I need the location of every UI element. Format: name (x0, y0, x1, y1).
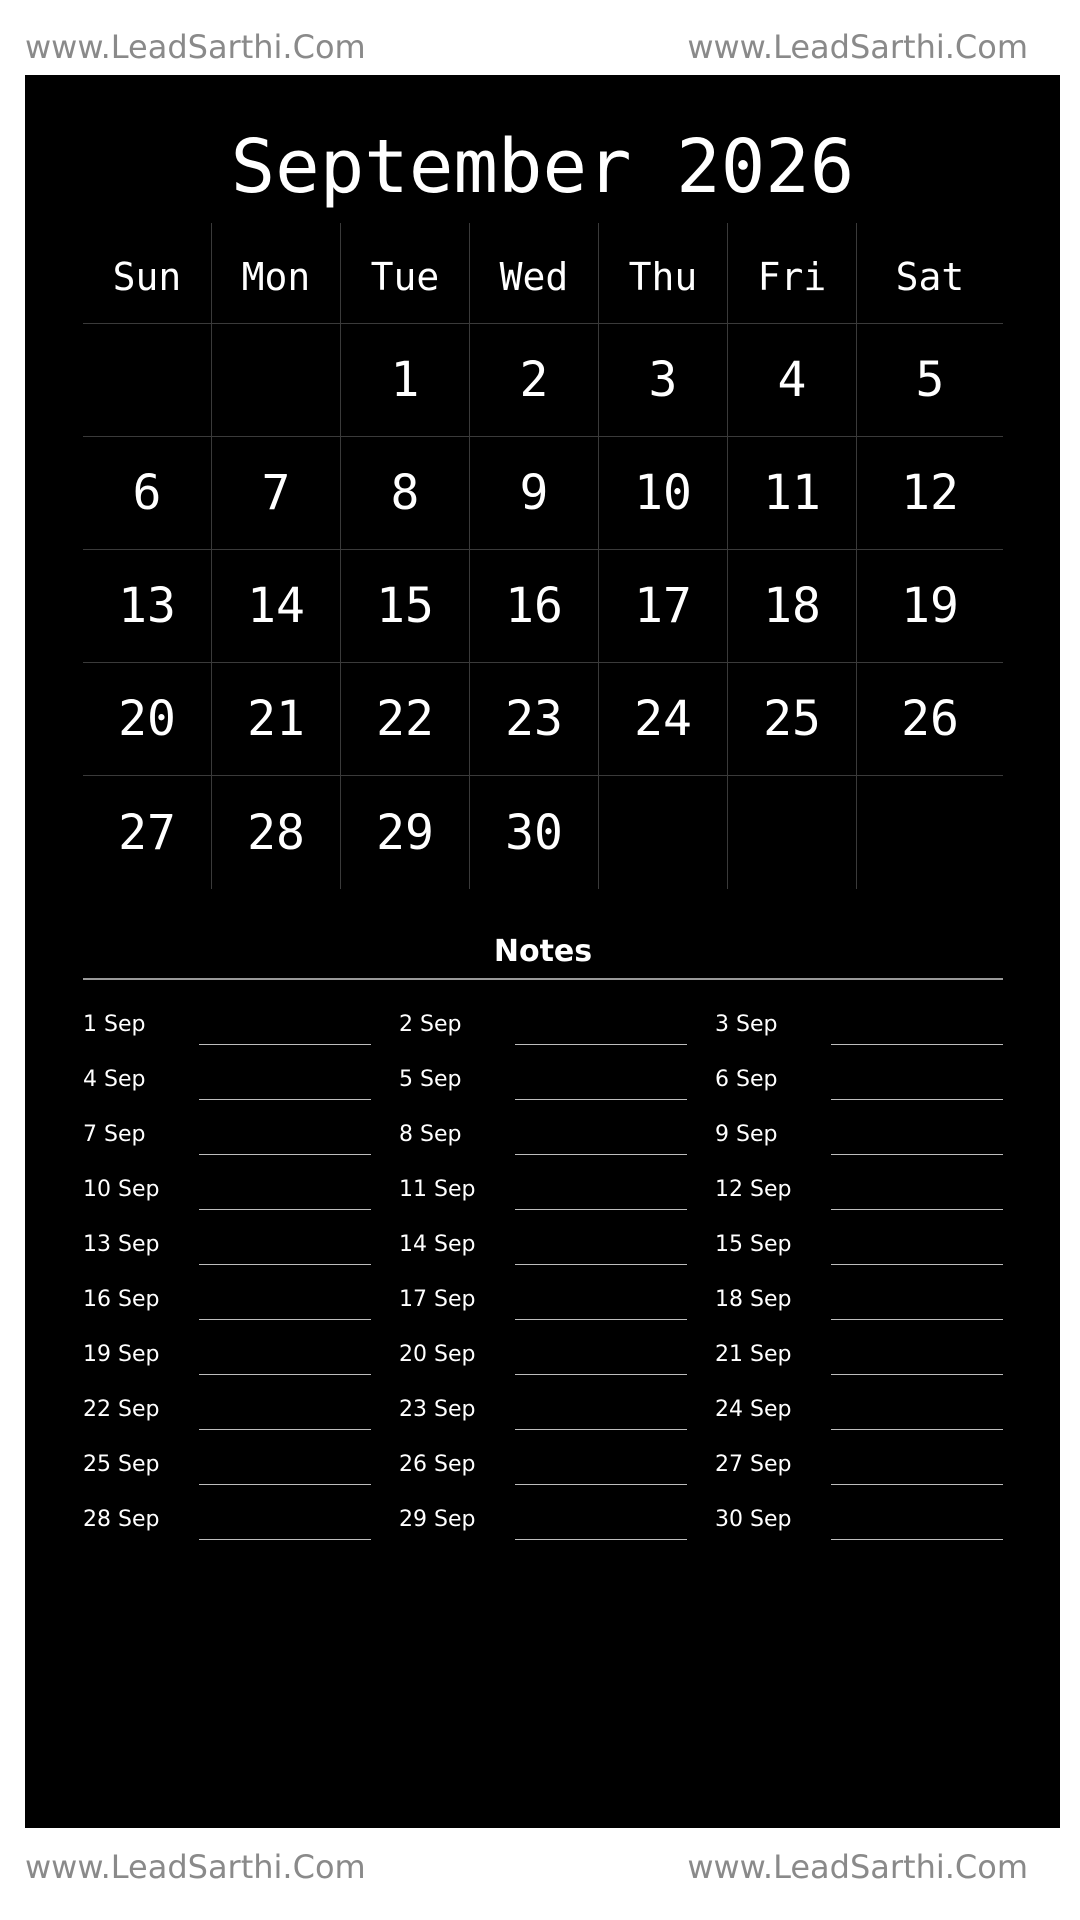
note-writing-line[interactable] (515, 1484, 687, 1485)
note-writing-line[interactable] (199, 1429, 371, 1430)
note-writing-line[interactable] (199, 1044, 371, 1045)
day-cell: 16 (470, 550, 599, 663)
note-date-label: 12 Sep (715, 1177, 792, 1202)
note-entry (715, 1495, 1003, 1550)
day-cell: 12 (857, 437, 1003, 550)
note-date-label: 18 Sep (715, 1287, 792, 1312)
note-writing-line[interactable] (515, 1539, 687, 1540)
note-entry (399, 1440, 715, 1495)
note-entry (715, 1110, 1003, 1165)
note-date-label: 20 Sep (399, 1342, 476, 1367)
note-date-label: 2 Sep (399, 1012, 462, 1037)
day-cell: 23 (470, 663, 599, 776)
note-writing-line[interactable] (515, 1099, 687, 1100)
note-writing-line[interactable] (515, 1044, 687, 1045)
note-date-label: 10 Sep (83, 1177, 160, 1202)
note-date-label: 15 Sep (715, 1232, 792, 1257)
note-writing-line[interactable] (199, 1099, 371, 1100)
day-cell: 6 (83, 437, 212, 550)
note-date-label: 8 Sep (399, 1122, 462, 1147)
note-date-label: 6 Sep (715, 1067, 778, 1092)
note-entry (715, 1275, 1003, 1330)
note-date-label: 28 Sep (83, 1507, 160, 1532)
note-entry (399, 1220, 715, 1275)
day-cell: 8 (341, 437, 470, 550)
day-cell: 20 (83, 663, 212, 776)
note-writing-line[interactable] (831, 1374, 1003, 1375)
day-cell: 10 (599, 437, 728, 550)
note-writing-line[interactable] (199, 1209, 371, 1210)
note-entry (83, 1000, 399, 1055)
day-cell: 14 (212, 550, 341, 663)
note-entry (399, 1165, 715, 1220)
calendar-page (25, 75, 1060, 1828)
day-cell: 4 (728, 324, 857, 437)
note-entry (715, 1385, 1003, 1440)
day-cell: 15 (341, 550, 470, 663)
day-cell (83, 324, 212, 437)
note-entry (715, 1220, 1003, 1275)
day-cell: 28 (212, 776, 341, 889)
watermark-top-left: www.LeadSarthi.Com (25, 28, 366, 66)
weekday-header: Tue (341, 223, 470, 324)
note-date-label: 27 Sep (715, 1452, 792, 1477)
note-date-label: 21 Sep (715, 1342, 792, 1367)
day-cell: 2 (470, 324, 599, 437)
day-cell (728, 776, 857, 889)
note-entry (715, 1440, 1003, 1495)
note-writing-line[interactable] (199, 1154, 371, 1155)
note-date-label: 14 Sep (399, 1232, 476, 1257)
day-cell: 5 (857, 324, 1003, 437)
day-cell: 9 (470, 437, 599, 550)
day-cell: 13 (83, 550, 212, 663)
note-date-label: 9 Sep (715, 1122, 778, 1147)
note-entry (399, 1055, 715, 1110)
note-writing-line[interactable] (831, 1099, 1003, 1100)
note-date-label: 11 Sep (399, 1177, 476, 1202)
day-cell: 22 (341, 663, 470, 776)
note-entry (715, 1055, 1003, 1110)
note-entry (83, 1055, 399, 1110)
note-entry (83, 1275, 399, 1330)
weekday-header: Thu (599, 223, 728, 324)
note-writing-line[interactable] (831, 1539, 1003, 1540)
day-cell (857, 776, 1003, 889)
weekday-header: Sat (857, 223, 1003, 324)
note-entry (83, 1385, 399, 1440)
calendar-title: September 2026 (230, 124, 855, 210)
note-date-label: 1 Sep (83, 1012, 146, 1037)
note-entry (83, 1440, 399, 1495)
note-date-label: 13 Sep (83, 1232, 160, 1257)
day-cell (212, 324, 341, 437)
watermark-top-right: www.LeadSarthi.Com (687, 28, 1028, 66)
day-cell: 27 (83, 776, 212, 889)
day-cell: 25 (728, 663, 857, 776)
day-cell: 18 (728, 550, 857, 663)
note-writing-line[interactable] (831, 1044, 1003, 1045)
day-cell: 19 (857, 550, 1003, 663)
day-cell: 29 (341, 776, 470, 889)
day-cell (599, 776, 728, 889)
watermark-bottom-left: www.LeadSarthi.Com (25, 1848, 366, 1886)
note-entry (399, 1330, 715, 1385)
note-entry (83, 1495, 399, 1550)
note-date-label: 5 Sep (399, 1067, 462, 1092)
note-writing-line[interactable] (199, 1319, 371, 1320)
day-cell: 7 (212, 437, 341, 550)
calendar-grid (83, 223, 1003, 889)
watermark-bottom-right: www.LeadSarthi.Com (687, 1848, 1028, 1886)
note-date-label: 29 Sep (399, 1507, 476, 1532)
day-cell: 30 (470, 776, 599, 889)
notes-list (83, 1000, 1003, 1550)
weekday-header: Sun (83, 223, 212, 324)
note-entry (715, 1165, 1003, 1220)
note-writing-line[interactable] (831, 1319, 1003, 1320)
note-entry (399, 1385, 715, 1440)
note-entry (715, 1330, 1003, 1385)
note-entry (399, 1110, 715, 1165)
day-cell: 26 (857, 663, 1003, 776)
note-writing-line[interactable] (831, 1209, 1003, 1210)
note-writing-line[interactable] (515, 1429, 687, 1430)
note-date-label: 16 Sep (83, 1287, 160, 1312)
note-date-label: 26 Sep (399, 1452, 476, 1477)
note-entry (83, 1220, 399, 1275)
note-writing-line[interactable] (831, 1484, 1003, 1485)
note-entry (83, 1110, 399, 1165)
weekday-header: Fri (728, 223, 857, 324)
note-writing-line[interactable] (515, 1209, 687, 1210)
note-date-label: 19 Sep (83, 1342, 160, 1367)
note-date-label: 4 Sep (83, 1067, 146, 1092)
note-writing-line[interactable] (199, 1264, 371, 1265)
note-entry (83, 1165, 399, 1220)
note-writing-line[interactable] (199, 1484, 371, 1485)
day-cell: 1 (341, 324, 470, 437)
note-date-label: 7 Sep (83, 1122, 146, 1147)
weekday-header: Wed (470, 223, 599, 324)
day-cell: 24 (599, 663, 728, 776)
notes-title: Notes (493, 934, 593, 969)
day-cell: 3 (599, 324, 728, 437)
day-cell: 17 (599, 550, 728, 663)
note-date-label: 24 Sep (715, 1397, 792, 1422)
notes-divider (83, 978, 1003, 980)
note-date-label: 23 Sep (399, 1397, 476, 1422)
note-writing-line[interactable] (515, 1264, 687, 1265)
note-entry (399, 1495, 715, 1550)
note-writing-line[interactable] (831, 1154, 1003, 1155)
note-entry (399, 1000, 715, 1055)
note-entry (399, 1275, 715, 1330)
note-writing-line[interactable] (515, 1374, 687, 1375)
note-writing-line[interactable] (199, 1374, 371, 1375)
weekday-header: Mon (212, 223, 341, 324)
note-entry (83, 1330, 399, 1385)
note-date-label: 17 Sep (399, 1287, 476, 1312)
note-date-label: 22 Sep (83, 1397, 160, 1422)
note-entry (715, 1000, 1003, 1055)
day-cell: 21 (212, 663, 341, 776)
note-writing-line[interactable] (831, 1429, 1003, 1430)
note-date-label: 25 Sep (83, 1452, 160, 1477)
note-date-label: 3 Sep (715, 1012, 778, 1037)
note-writing-line[interactable] (515, 1319, 687, 1320)
day-cell: 11 (728, 437, 857, 550)
note-writing-line[interactable] (831, 1264, 1003, 1265)
note-writing-line[interactable] (515, 1154, 687, 1155)
note-date-label: 30 Sep (715, 1507, 792, 1532)
note-writing-line[interactable] (199, 1539, 371, 1540)
